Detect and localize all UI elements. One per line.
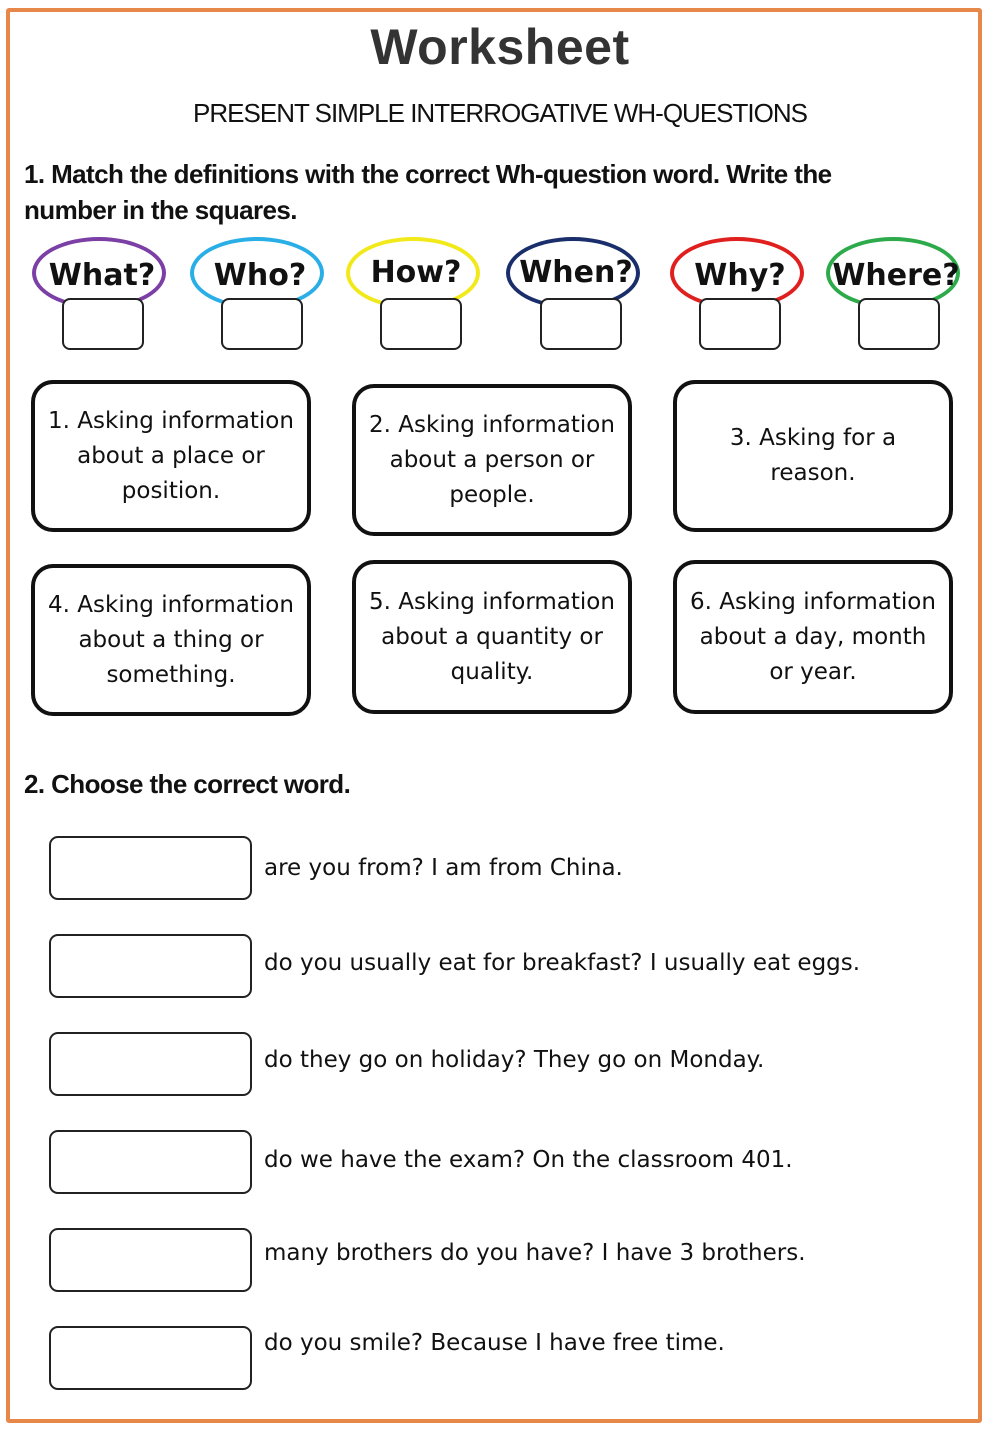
definition-text-5: 5. Asking information about a quantity or quality. xyxy=(369,588,615,685)
sentence-3: do they go on holiday? They go on Monday. xyxy=(264,1047,765,1073)
answer-box-3[interactable] xyxy=(49,1032,252,1096)
word-label-what: What? xyxy=(48,258,156,293)
answer-box-5[interactable] xyxy=(49,1228,252,1292)
definition-text-3: 3. Asking for a reason. xyxy=(729,425,897,486)
sentence-4: do we have the exam? On the classroom 401. xyxy=(264,1147,793,1173)
sentence-6: do you smile? Because I have free time. xyxy=(264,1330,725,1356)
definition-card-3 xyxy=(673,380,953,532)
answer-box-4[interactable] xyxy=(49,1130,252,1194)
answer-box-1[interactable] xyxy=(49,836,252,900)
exercise-1-instruction: 1. Match the definitions with the correct Wh-question word. Write the number in the squares. xyxy=(24,159,832,225)
answer-box-6[interactable] xyxy=(49,1326,252,1390)
exercise-2-instruction: 2. Choose the correct word. xyxy=(24,769,351,799)
definition-card-1 xyxy=(31,380,311,532)
definition-card-4 xyxy=(31,564,311,716)
word-label-who: Who? xyxy=(213,258,307,293)
sentence-5: many brothers do you have? I have 3 brothers. xyxy=(264,1240,806,1266)
definition-text-2: 2. Asking information about a person or people. xyxy=(369,411,615,508)
word-label-where: Where? xyxy=(832,258,960,293)
answer-square-when[interactable] xyxy=(540,298,622,350)
page-title: Worksheet xyxy=(370,19,630,75)
answer-square-who[interactable] xyxy=(221,298,303,350)
word-label-how: How? xyxy=(370,255,462,290)
answer-square-how[interactable] xyxy=(380,298,462,350)
definition-card-5 xyxy=(352,560,632,714)
answer-square-what[interactable] xyxy=(62,298,144,350)
answer-square-where[interactable] xyxy=(858,298,940,350)
sentence-2: do you usually eat for breakfast? I usually eat eggs. xyxy=(264,950,861,976)
definition-text-4: 4. Asking information about a thing or something. xyxy=(48,591,294,688)
answer-square-why[interactable] xyxy=(699,298,781,350)
answer-box-2[interactable] xyxy=(49,934,252,998)
sentence-1: are you from? I am from China. xyxy=(264,855,623,881)
word-label-why: Why? xyxy=(694,258,786,293)
definition-card-2 xyxy=(352,384,632,536)
definition-text-1: 1. Asking information about a place or position. xyxy=(48,407,294,504)
word-label-when: When? xyxy=(519,255,633,290)
definition-card-6 xyxy=(673,560,953,714)
page-subtitle: PRESENT SIMPLE INTERROGATIVE WH-QUESTIONS xyxy=(193,98,807,128)
definition-text-6: 6. Asking information about a day, month or year. xyxy=(690,588,936,685)
